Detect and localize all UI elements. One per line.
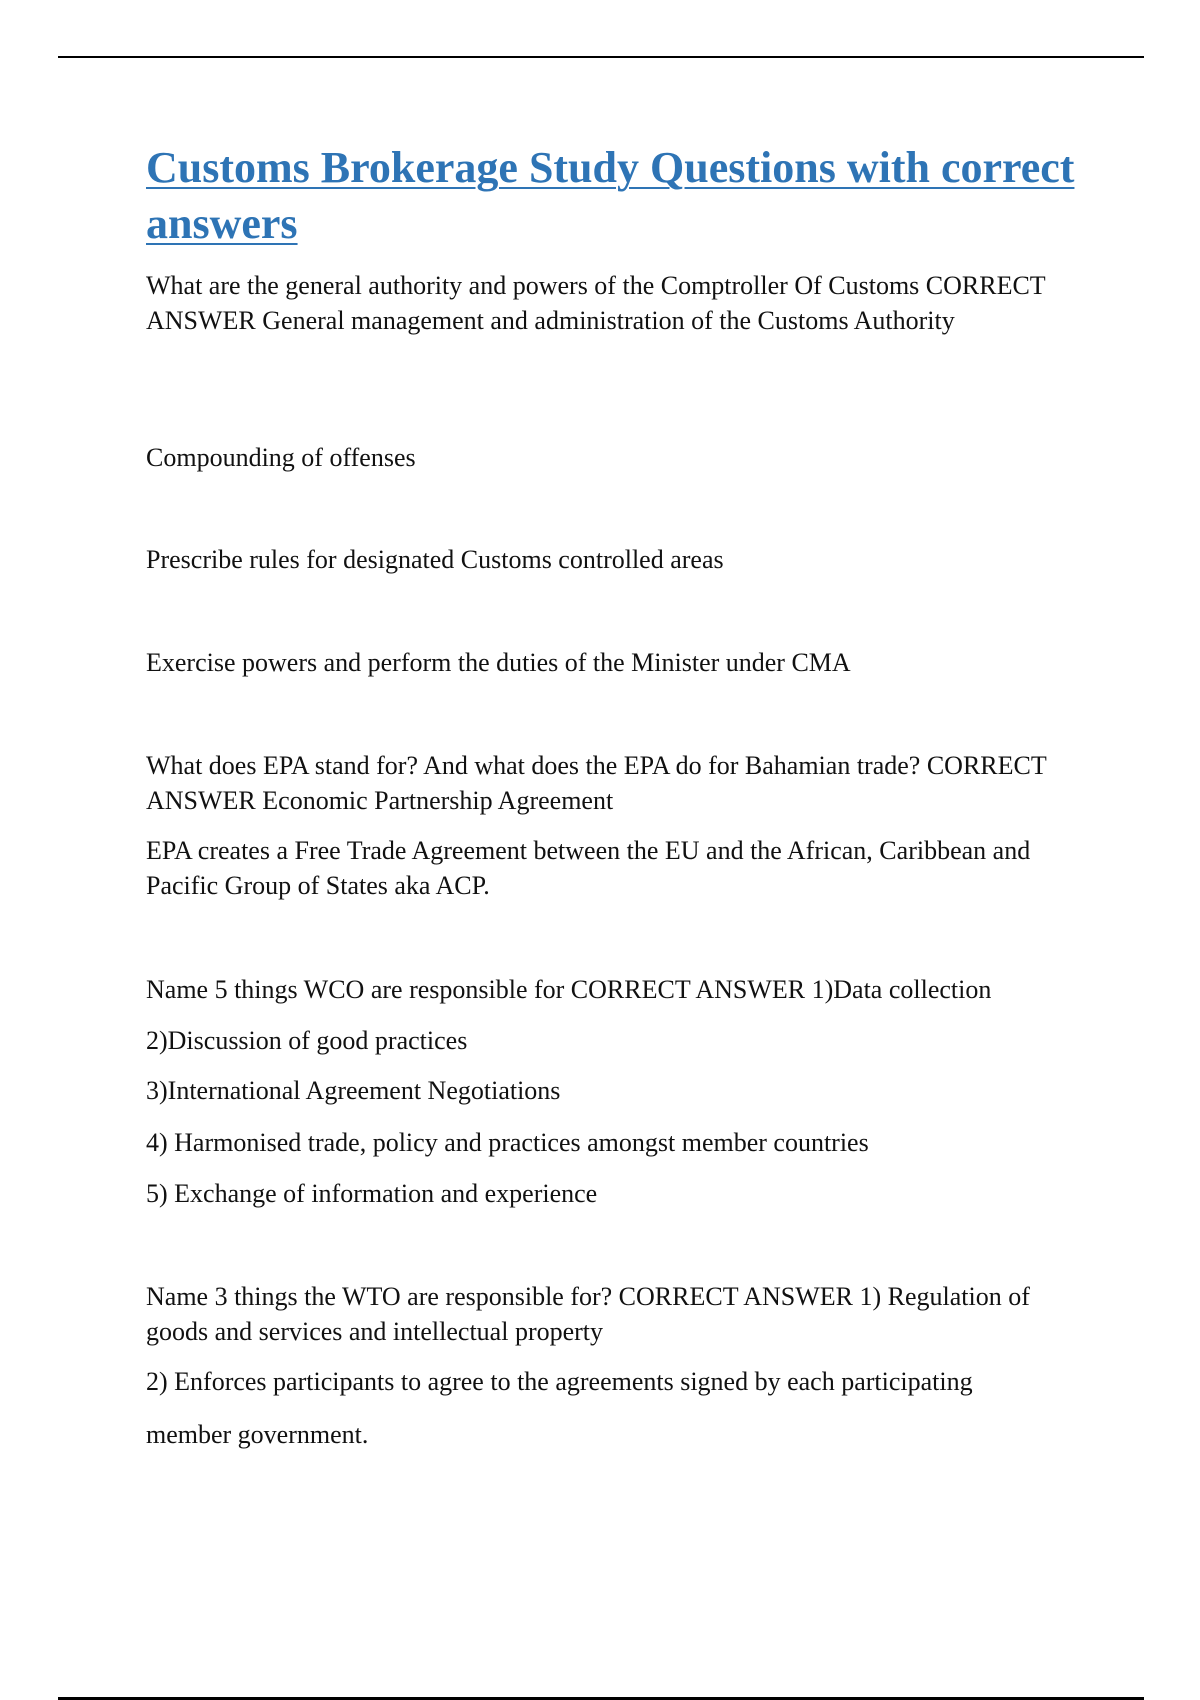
paragraph-wto-question: Name 3 things the WTO are responsible for? CORRECT ANSWER 1) Regulation of goods and services and intellectual property — [146, 1282, 1030, 1346]
paragraph-minister-powers: Exercise powers and perform the duties of the Minister under CMA — [146, 648, 851, 677]
list-item-wco-5: 5) Exchange of information and experience — [146, 1179, 598, 1208]
list-item-wco-3: 3)International Agreement Negotiations — [146, 1076, 561, 1105]
paragraph-compounding: Compounding of offenses — [146, 443, 416, 472]
paragraph-epa-question: What does EPA stand for? And what does the EPA do for Bahamian trade? CORRECT ANSWER Economic Partnership Agreement — [146, 751, 1047, 815]
list-item-wto-2-continued: member government. — [146, 1420, 369, 1449]
paragraph-wco-question: Name 5 things WCO are responsible for CORRECT ANSWER 1)Data collection — [146, 975, 992, 1004]
paragraph-controlled-areas: Prescribe rules for designated Customs controlled areas — [146, 545, 724, 574]
document-body — [146, 140, 1086, 1449]
paragraph-epa-description: EPA creates a Free Trade Agreement between the EU and the African, Caribbean and Pacific Group of States aka ACP. — [146, 836, 1031, 900]
list-item-wco-2: 2)Discussion of good practices — [146, 1026, 468, 1055]
document-title: Customs Brokerage Study Questions with correct answers — [146, 143, 1075, 248]
list-item-wco-4: 4) Harmonised trade, policy and practices amongst member countries — [146, 1128, 869, 1157]
list-item-wto-2: 2) Enforces participants to agree to the agreements signed by each participating — [146, 1367, 973, 1396]
paragraph-comptroller-question: What are the general authority and powers of the Comptroller Of Customs CORRECT ANSWER General management and administration of the Customs Authority — [146, 271, 1046, 335]
header-rule — [58, 56, 1144, 58]
